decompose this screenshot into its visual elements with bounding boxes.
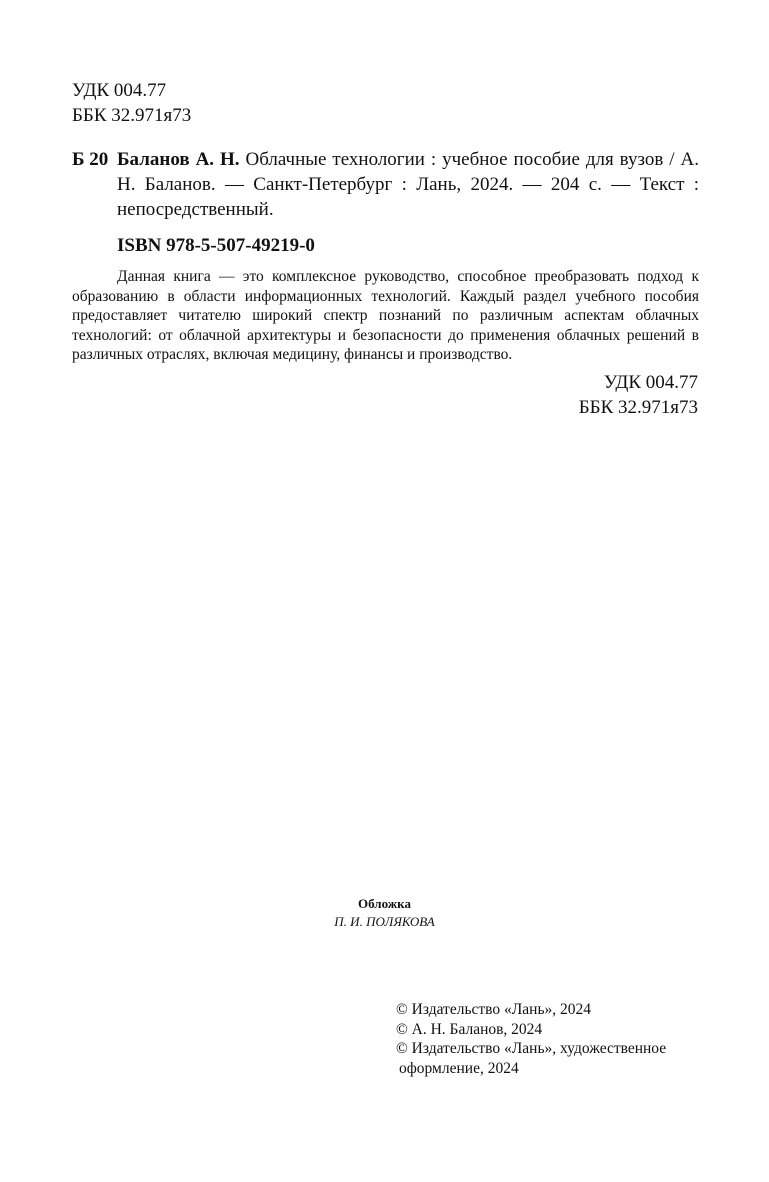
author-name: Баланов А. Н. xyxy=(117,149,240,170)
copyright-block xyxy=(396,1000,666,1078)
cover-credit xyxy=(0,895,769,931)
udk-code: УДК 004.77 xyxy=(72,80,167,101)
copyright-line: © Издательство «Лань», художественное xyxy=(396,1040,667,1057)
author-cipher: Б 20 xyxy=(72,149,109,170)
isbn: ISBN 978-5-507-49219-0 xyxy=(117,235,315,256)
udk-code-footer: УДК 004.77 xyxy=(603,372,698,393)
bbk-code-footer: ББК 32.971я73 xyxy=(578,397,698,418)
cover-designer: П. И. ПОЛЯКОВА xyxy=(334,914,435,929)
cover-label: Обложка xyxy=(358,896,411,911)
copyright-line: © Издательство «Лань», 2024 xyxy=(396,1001,592,1018)
abstract: Данная книга — это комплексное руководство, способное преобразовать подход к образованию в области информационных технологий. Каждый раздел учебного пособия предоставляет читателю широкий спектр познаний по различным аспектам облачных технологий: от облачной архитектуры и безопасности до применения облачных решений в различных отраслях, включая медицину, финансы и производство. xyxy=(72,268,699,364)
classification-header xyxy=(72,78,191,128)
bbk-code: ББК 32.971я73 xyxy=(72,105,192,126)
classification-footer xyxy=(579,370,698,420)
bibliographic-entry xyxy=(72,147,699,222)
citation-description: Облачные технологии : учебное пособие для вузов / А. Н. Баланов. — Санкт-Петербург : Лань, 2024. — 204 с. — Текст : непосредственный. xyxy=(117,149,699,220)
citation xyxy=(117,147,699,222)
copyright-line: оформление, 2024 xyxy=(399,1059,519,1077)
copyright-line: © А. Н. Баланов, 2024 xyxy=(396,1020,543,1038)
